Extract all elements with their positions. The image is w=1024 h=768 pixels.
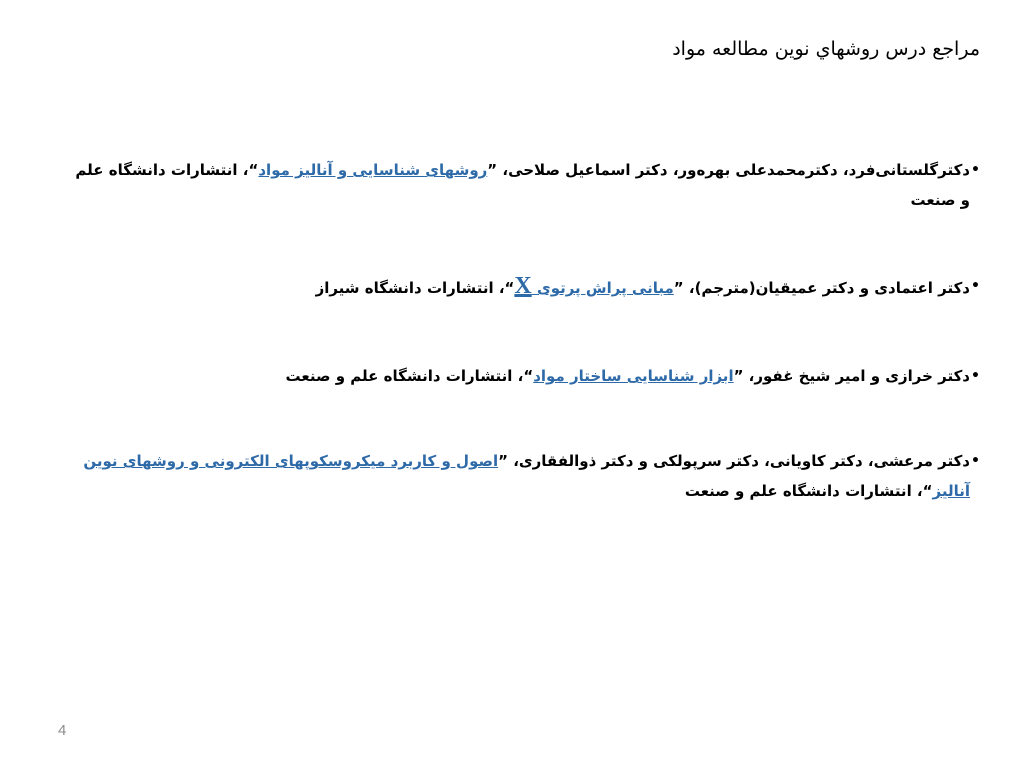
reference-publisher: “، انتشارات دانشگاه علم و صنعت: [684, 482, 933, 500]
bullet-icon: •: [971, 368, 980, 384]
reference-book-title-x: X: [514, 273, 532, 299]
reference-book-title: مبانی پراش پرتوی: [531, 279, 674, 297]
reference-item: [75, 271, 980, 361]
reference-item: [75, 155, 980, 271]
reference-book-link[interactable]: اصول و کاربرد میکروسکوپهای الکترونی و روشهای نوین آنالیز: [83, 452, 970, 500]
reference-authors: دکتر خرازی و امیر شیخ غفور، ”: [733, 367, 970, 385]
reference-item: [75, 446, 980, 506]
reference-authors: دکترگلستانی‌فرد، دکترمحمدعلی بهره‌ور، دکتر اسماعیل صلاحی، ”: [487, 161, 970, 179]
reference-publisher: “، انتشارات دانشگاه علم و صنعت: [285, 367, 534, 385]
slide-title: مراجع درس روشهاي نوين مطالعه مواد: [672, 38, 980, 60]
reference-publisher: “، انتشارات دانشگاه شیراز: [315, 279, 515, 297]
reference-book-link[interactable]: [514, 273, 674, 299]
reference-book-link[interactable]: روشهای شناسایی و آنالیز مواد: [258, 161, 488, 179]
reference-publisher: “، انتشارات دانشگاه علم و صنعت: [75, 161, 970, 209]
reference-book-link[interactable]: ابزار شناسایی ساختار مواد: [533, 367, 734, 385]
reference-authors: دکتر اعتمادی و دکتر عمیقیان(مترجم)، ”: [673, 279, 970, 297]
bullet-icon: •: [971, 278, 980, 294]
reference-item: [75, 361, 980, 446]
bullet-icon: •: [971, 162, 980, 178]
reference-authors: دکتر مرعشی، دکتر کاویانی، دکتر سرپولکی و دکتر ذوالفقاری، ”: [498, 452, 970, 470]
bullet-icon: •: [971, 453, 980, 469]
reference-list: [75, 155, 980, 506]
slide-number: 4: [58, 722, 67, 739]
